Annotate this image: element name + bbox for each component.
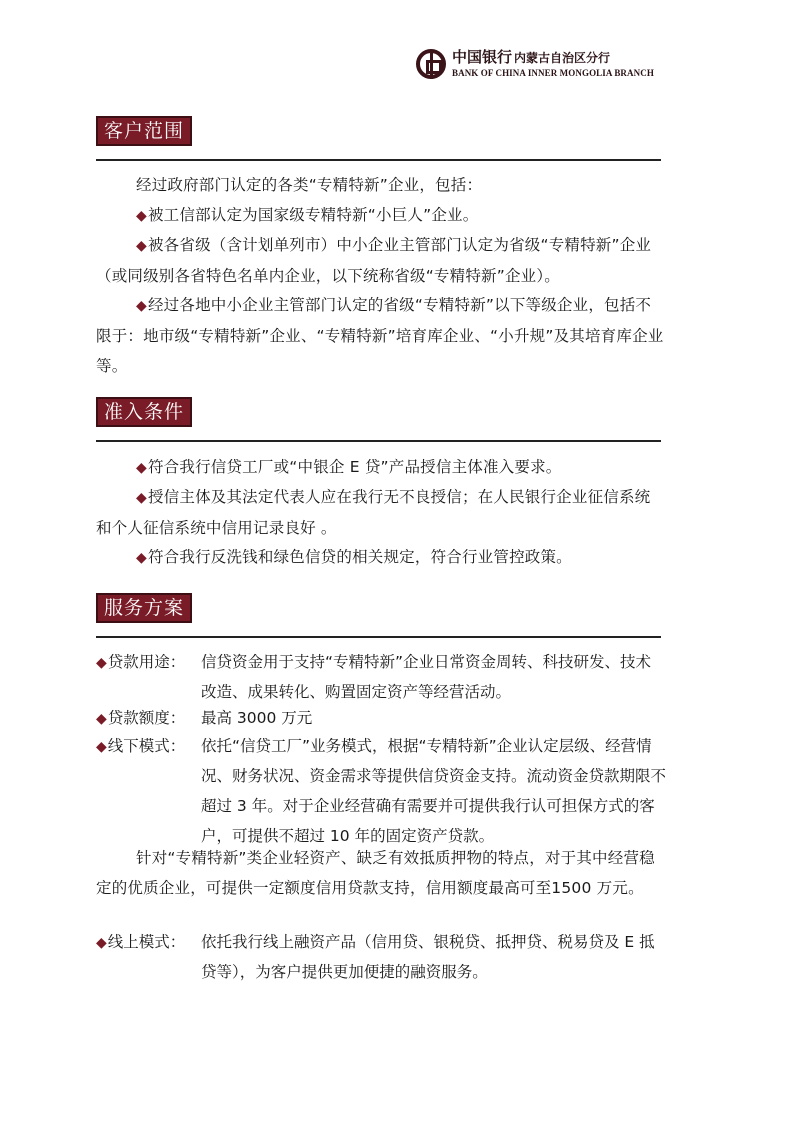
- customer-scope-bullet: [96, 200, 666, 231]
- bullet-text: 被各省级（含计划单列市）中小企业主管部门认定为省级“专精特新”企业（或同级别各省特色名单内企业，以下统称省级“专精特新”企业）。: [96, 236, 652, 285]
- service-item-online-mode: [96, 927, 666, 987]
- section-title-service-plan: 服务方案: [96, 593, 192, 623]
- diamond-bullet-icon: ◆: [96, 739, 107, 755]
- service-item-loan-purpose: [96, 647, 666, 707]
- access-condition-bullet: [96, 482, 666, 543]
- bank-name-cn: [452, 50, 654, 65]
- section-title-customer-scope: 客户范围: [96, 116, 192, 146]
- label-text: 贷款用途：: [107, 653, 186, 671]
- service-item-content: 依托我行线上融资产品（信用贷、银税贷、抵押贷、税易贷及 E 抵贷等），为客户提供更加便捷的融资服务。: [201, 933, 655, 981]
- label-text: 线上模式：: [107, 933, 186, 951]
- diamond-bullet-icon: ◆: [96, 935, 107, 951]
- service-item-loan-amount: [96, 703, 666, 734]
- diamond-bullet-icon: ◆: [136, 490, 147, 506]
- access-condition-bullet: [96, 542, 666, 573]
- section-divider: [96, 440, 661, 442]
- bank-name-en: BANK OF CHINA INNER MONGOLIA BRANCH: [452, 68, 654, 78]
- diamond-bullet-icon: ◆: [136, 298, 147, 314]
- service-item-content: 最高 3000 万元: [201, 709, 313, 727]
- diamond-bullet-icon: ◆: [96, 655, 107, 671]
- bullet-text: 授信主体及其法定代表人应在我行无不良授信；在人民银行企业征信系统和个人征信系统中信用记录良好 。: [96, 488, 651, 537]
- service-item-label: [96, 703, 201, 734]
- bank-header: [416, 46, 654, 82]
- service-item-label: [96, 731, 201, 851]
- label-text: 线下模式：: [107, 737, 186, 755]
- service-item-content: 依托“信贷工厂”业务模式，根据“专精特新”企业认定层级、经营情况、财务状况、资金需求等提供信贷资金支持。流动资金贷款期限不超过 3 年。对于企业经营确有需要并可提供我行认可担保方式的客户，可提供不超过 10 年的固定资产贷款。: [201, 737, 667, 845]
- bank-name-cn-text: 中国银行: [452, 48, 513, 66]
- diamond-bullet-icon: ◆: [96, 711, 107, 727]
- bullet-text: 经过各地中小企业主管部门认定的省级“专精特新”以下等级企业，包括不限于：地市级“专精特新”企业、“专精特新”培育库企业、“小升规”及其培育库企业等。: [96, 296, 664, 375]
- section-divider: [96, 636, 661, 638]
- bullet-text: 符合我行信贷工厂或“中银企 E 贷”产品授信主体准入要求。: [147, 458, 562, 476]
- service-item-label: [96, 647, 201, 707]
- access-condition-bullet: [96, 452, 666, 483]
- customer-scope-bullet: [96, 290, 666, 381]
- customer-scope-intro: 经过政府部门认定的各类“专精特新”企业，包括：: [136, 176, 483, 194]
- bullet-text: 符合我行反洗钱和绿色信贷的相关规定，符合行业管控政策。: [147, 548, 572, 566]
- bank-name-block: [452, 50, 654, 78]
- service-item-label: [96, 927, 201, 987]
- service-plan-note: 针对“专精特新”类企业轻资产、缺乏有效抵质押物的特点，对于其中经营稳定的优质企业，可提供一定额度信用贷款支持，信用额度最高可至1500 万元。: [96, 849, 655, 897]
- label-text: 贷款额度：: [107, 709, 186, 727]
- service-item-offline-mode: [96, 731, 666, 851]
- branch-name-cn: 内蒙古自治区分行: [514, 51, 611, 65]
- bullet-text: 被工信部认定为国家级专精特新“小巨人”企业。: [147, 206, 479, 224]
- diamond-bullet-icon: ◆: [136, 238, 147, 254]
- customer-scope-bullet: [96, 230, 666, 291]
- diamond-bullet-icon: ◆: [136, 208, 147, 224]
- service-item-content: 信贷资金用于支持“专精特新”企业日常资金周转、科技研发、技术改造、成果转化、购置固定资产等经营活动。: [201, 653, 652, 701]
- bank-of-china-logo-icon: [416, 49, 446, 79]
- diamond-bullet-icon: ◆: [136, 460, 147, 476]
- diamond-bullet-icon: ◆: [136, 550, 147, 566]
- section-divider: [96, 159, 661, 161]
- section-title-access-conditions: 准入条件: [96, 397, 192, 427]
